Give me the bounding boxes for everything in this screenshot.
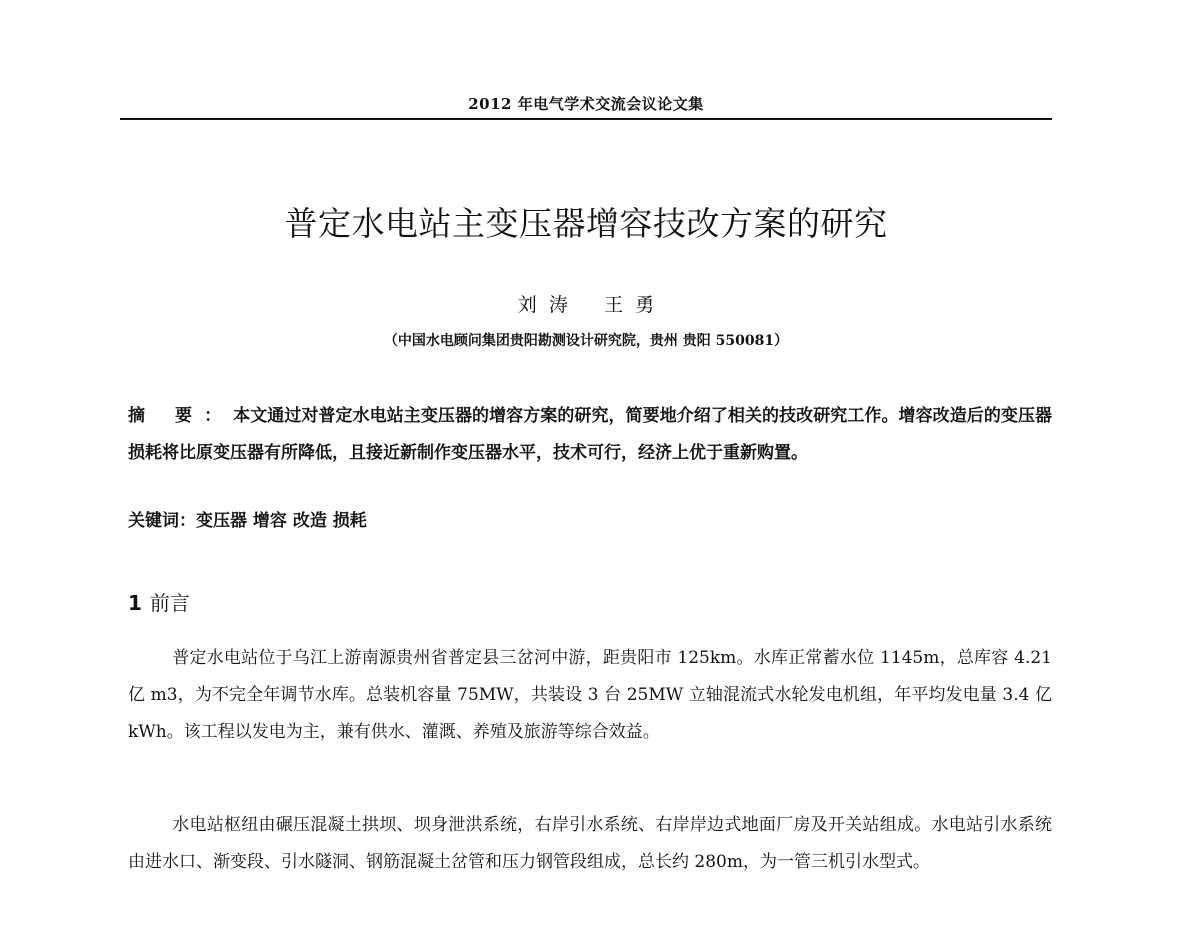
section-title: 前言 <box>149 591 190 615</box>
section-heading <box>128 587 190 616</box>
body-paragraph-2: 水电站枢纽由碾压混凝土拱坝、坝身泄洪系统，右岸引水系统、右岸岸边式地面厂房及开关站组成。水电站引水系统由进水口、渐变段、引水隧洞、钢筋混凝土岔管和压力钢管段组成，总长约 280m，为一管三机引水型式。 <box>128 815 1052 872</box>
paper-title: 普定水电站主变压器增容技改方案的研究 <box>284 204 888 243</box>
abstract-label: 摘 要： <box>128 406 234 426</box>
affiliation: （中国水电顾问集团贵阳勘测设计研究院，贵州 贵阳 550081） <box>383 333 789 349</box>
running-header: 2012 年电气学术交流会议论文集 <box>468 95 704 113</box>
abstract <box>128 398 1052 472</box>
body-paragraph-1: 普定水电站位于乌江上游南源贵州省普定县三岔河中游，距贵阳市 125km。水库正常蓄水位 1145m，总库容 4.21 亿 m3，为不完全年调节水库。总装机容量 75MW，共装设 3 台 25MW 立轴混流式水轮发电机组，年平均发电量 3.4 亿 kWh。该工程以发电为主，兼有供水、灌溉、养殖及旅游等综合效益。 <box>128 648 1052 742</box>
keywords <box>128 505 1052 537</box>
header-rule <box>120 118 1052 120</box>
keywords-label: 关键词： <box>128 511 196 531</box>
section-number: 1 <box>128 591 142 615</box>
keywords-text: 变压器 增容 改造 损耗 <box>196 511 367 531</box>
authors: 刘 涛 王 勇 <box>517 294 655 316</box>
abstract-text: 本文通过对普定水电站主变压器的增容方案的研究，简要地介绍了相关的技改研究工作。增容改造后的变压器损耗将比原变压器有所降低，且接近新制作变压器水平，技术可行，经济上优于重新购置。 <box>128 406 1053 463</box>
